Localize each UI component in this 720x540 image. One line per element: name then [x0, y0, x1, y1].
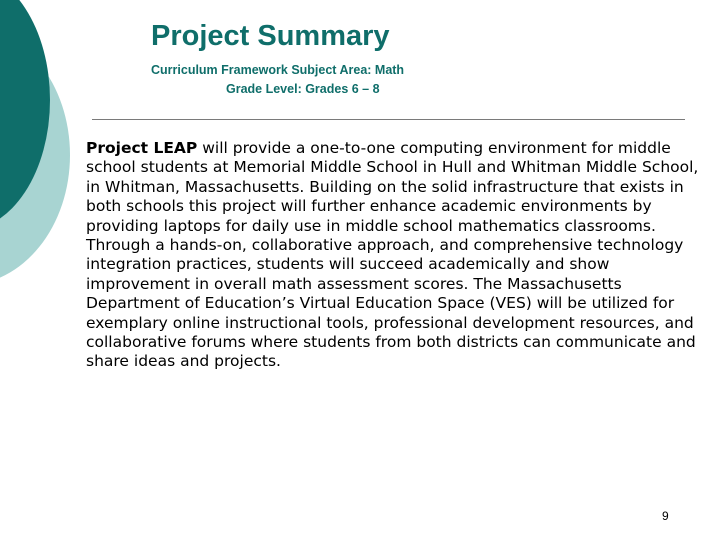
page-number: 9 — [662, 509, 669, 523]
subject-area-line: Curriculum Framework Subject Area: Math — [151, 63, 405, 77]
slide-title: Project Summary — [151, 20, 390, 52]
summary-text: will provide a one-to-one computing environment for middle school students at Memorial Middle School in Hull and Whitman Middle School, in Whitman, Massachusetts. Building on the solid infrastructure that exists in both schools this project will further enhance academic environments by providing laptops for daily use in middle school mathematics classrooms. Through a hands-on, collaborative approach, and comprehensive technology integration practices, students will succeed academically and show improvement in overall math assessment scores. The Massachusetts Department of Education’s Virtual Education Space (VES) will be utilized for exemplary online instructional tools, professional development resources, and collaborative forums where students from both districts can communicate and share ideas and projects. — [86, 139, 699, 371]
title-divider — [92, 119, 685, 120]
project-summary-paragraph — [86, 139, 710, 372]
project-name: Project LEAP — [86, 139, 198, 157]
grade-level-line: Grade Level: Grades 6 – 8 — [226, 82, 380, 96]
slide-subtitle — [151, 61, 591, 99]
